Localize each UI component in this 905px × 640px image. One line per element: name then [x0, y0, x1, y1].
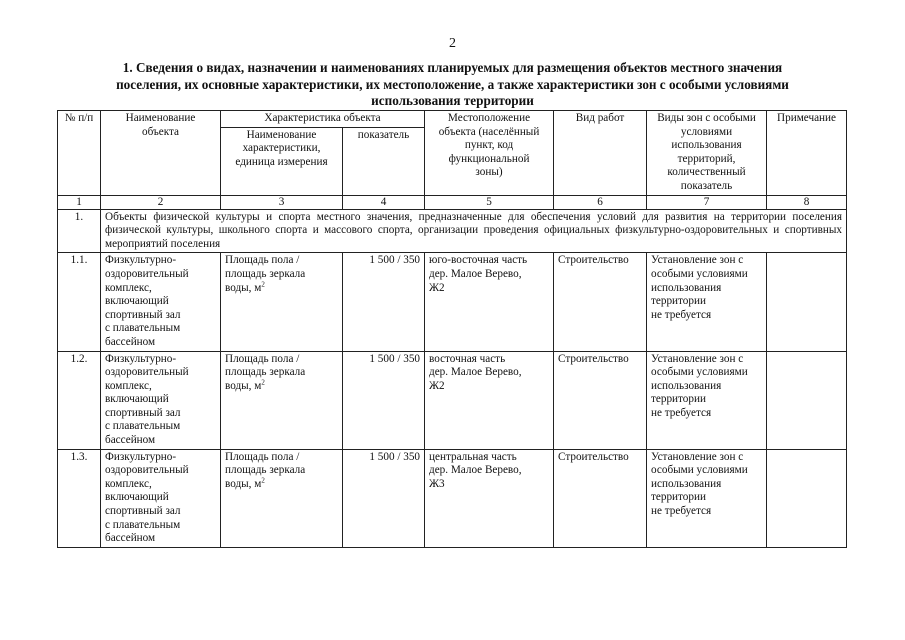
object-name	[101, 449, 221, 547]
cell-line: территории	[651, 491, 706, 504]
cell-line: спортивный зал	[105, 406, 181, 419]
cell-line: площадь зеркала	[225, 464, 306, 477]
cell-line: Площадь пола /	[225, 254, 300, 267]
cell-line: включающий	[105, 393, 169, 406]
special-zones	[647, 253, 767, 351]
row-number: 1.2.	[58, 351, 101, 449]
column-number: 3	[221, 195, 343, 209]
unit-text: воды, м	[225, 281, 262, 294]
row-number: 1.3.	[58, 449, 101, 547]
header-text: Наименование	[125, 112, 196, 124]
characteristic-name	[221, 449, 343, 547]
characteristic-name	[221, 253, 343, 351]
header-text: характеристики,	[242, 142, 321, 155]
header-char-group: Характеристика объекта	[221, 111, 425, 128]
cell-line: использования	[651, 379, 722, 392]
work-type: Строительство	[554, 253, 647, 351]
cell-line: площадь зеркала	[225, 366, 306, 379]
cell-line	[225, 279, 338, 296]
characteristic-value: 1 500 / 350	[343, 449, 425, 547]
cell-line: дер. Малое Верево,	[429, 464, 522, 477]
cell-line: дер. Малое Верево,	[429, 366, 522, 379]
cell-line: не требуется	[651, 308, 712, 321]
cell-line	[225, 377, 338, 394]
column-number: 4	[343, 195, 425, 209]
header-text: единица измерения	[235, 155, 328, 168]
cell-line: центральная часть	[429, 450, 517, 463]
cell-line: бассейном	[105, 335, 156, 348]
cell-line	[225, 478, 338, 492]
cell-line: оздоровительный	[105, 267, 189, 280]
column-number: 5	[425, 195, 554, 209]
header-col-no: № п/п	[58, 111, 101, 196]
cell-line: восточная часть	[429, 352, 506, 365]
cell-line: не требуется	[651, 406, 712, 419]
object-location	[425, 253, 554, 351]
cell-line: Установление зон с	[651, 254, 744, 267]
cell-line: оздоровительный	[105, 366, 189, 379]
cell-line: Ж2	[429, 281, 445, 294]
header-text: зоны)	[475, 166, 503, 179]
cell-line: спортивный зал	[105, 308, 181, 321]
header-text: объекта (населённый	[438, 125, 540, 138]
note	[767, 253, 847, 351]
header-row-1	[58, 111, 847, 128]
header-text: Виды зон с особыми	[657, 112, 756, 124]
cell-line: включающий	[105, 295, 169, 308]
work-type: Строительство	[554, 449, 647, 547]
characteristic-name	[221, 351, 343, 449]
objects-table	[57, 110, 847, 548]
title-line: использования территории	[371, 93, 534, 108]
cell-line: использования	[651, 281, 722, 294]
cell-line: комплекс,	[105, 379, 152, 392]
column-number-row	[58, 195, 847, 209]
section-number: 1.	[58, 209, 101, 253]
cell-line: бассейном	[105, 434, 156, 447]
column-number: 6	[554, 195, 647, 209]
cell-line: с плавательным	[105, 322, 181, 335]
special-zones	[647, 449, 767, 547]
cell-line: Физкультурно-	[105, 254, 177, 267]
object-location	[425, 449, 554, 547]
unit-superscript: 2	[261, 279, 265, 288]
cell-line: территории	[651, 393, 706, 406]
cell-line: площадь зеркала	[225, 267, 306, 280]
title-line: 1. Сведения о видах, назначении и наименованиях планируемых для размещения объектов местного значения	[122, 60, 783, 75]
object-name	[101, 253, 221, 351]
table-rows	[58, 253, 847, 547]
header-col-name	[101, 111, 221, 196]
cell-line: Установление зон с	[651, 352, 744, 365]
title-line: поселения, их основные характеристики, их местоположение, а также характеристики зон с особыми условиями	[116, 76, 789, 92]
cell-line: не требуется	[651, 505, 712, 518]
column-number: 7	[647, 195, 767, 209]
cell-line: с плавательным	[105, 518, 181, 531]
unit-superscript: 2	[261, 476, 265, 485]
header-col-note: Примечание	[767, 111, 847, 196]
cell-line: юго-восточная часть	[429, 254, 528, 267]
header-text: количественный	[667, 166, 746, 179]
row-number: 1.1.	[58, 253, 101, 351]
cell-line: бассейном	[105, 532, 156, 545]
header-char-name	[221, 127, 343, 195]
section-row	[58, 209, 847, 253]
column-number: 2	[101, 195, 221, 209]
unit-superscript: 2	[261, 377, 265, 386]
cell-line: Площадь пола /	[225, 352, 300, 365]
table-row	[58, 449, 847, 547]
header-char-value: показатель	[343, 127, 425, 195]
unit-text: воды, м	[225, 379, 262, 392]
cell-line: дер. Малое Верево,	[429, 267, 522, 280]
cell-line: особыми условиями	[651, 464, 748, 477]
header-col-zones	[647, 111, 767, 196]
cell-line: особыми условиями	[651, 366, 748, 379]
cell-line: особыми условиями	[651, 267, 748, 280]
note	[767, 351, 847, 449]
column-number: 1	[58, 195, 101, 209]
header-text: Местоположение	[447, 112, 531, 124]
work-type: Строительство	[554, 351, 647, 449]
cell-line: оздоровительный	[105, 464, 189, 477]
header-text: пункт, код	[464, 139, 514, 152]
cell-line: использования	[651, 477, 722, 490]
header-text: Наименование	[246, 128, 317, 141]
cell-line: спортивный зал	[105, 505, 181, 518]
unit-text: воды, м	[225, 477, 262, 490]
header-text: условиями	[680, 125, 733, 138]
cell-line: комплекс,	[105, 477, 152, 490]
header-col-location	[425, 111, 554, 196]
cell-line: комплекс,	[105, 281, 152, 294]
cell-line: территории	[651, 295, 706, 308]
cell-line: Физкультурно-	[105, 450, 177, 463]
cell-line: Установление зон с	[651, 450, 744, 463]
note	[767, 449, 847, 547]
document-title	[60, 60, 845, 110]
characteristic-value: 1 500 / 350	[343, 351, 425, 449]
header-text: объекта	[141, 125, 180, 138]
cell-line: Ж2	[429, 379, 445, 392]
cell-line: Ж3	[429, 477, 445, 490]
header-text: территорий,	[677, 152, 736, 165]
header-text: функциональной	[448, 152, 530, 165]
header-col-work: Вид работ	[554, 111, 647, 196]
header-text: использования	[671, 139, 742, 152]
cell-line: с плавательным	[105, 420, 181, 433]
cell-line: Площадь пола /	[225, 450, 300, 463]
object-name	[101, 351, 221, 449]
table-row	[58, 253, 847, 351]
object-location	[425, 351, 554, 449]
page-number: 2	[449, 36, 456, 51]
column-number: 8	[767, 195, 847, 209]
section-text: Объекты физической культуры и спорта местного значения, предназначенные для обеспечения условий для развития на территории поселения физической культуры, школьного спорта и массового спорта, организации проведения официальных физкультурно-оздоровительных и спортивных мероприятий поселения	[101, 209, 847, 253]
table-row	[58, 351, 847, 449]
header-text: показатель	[680, 179, 733, 192]
special-zones	[647, 351, 767, 449]
characteristic-value: 1 500 / 350	[343, 253, 425, 351]
cell-line: Физкультурно-	[105, 352, 177, 365]
cell-line: включающий	[105, 491, 169, 504]
